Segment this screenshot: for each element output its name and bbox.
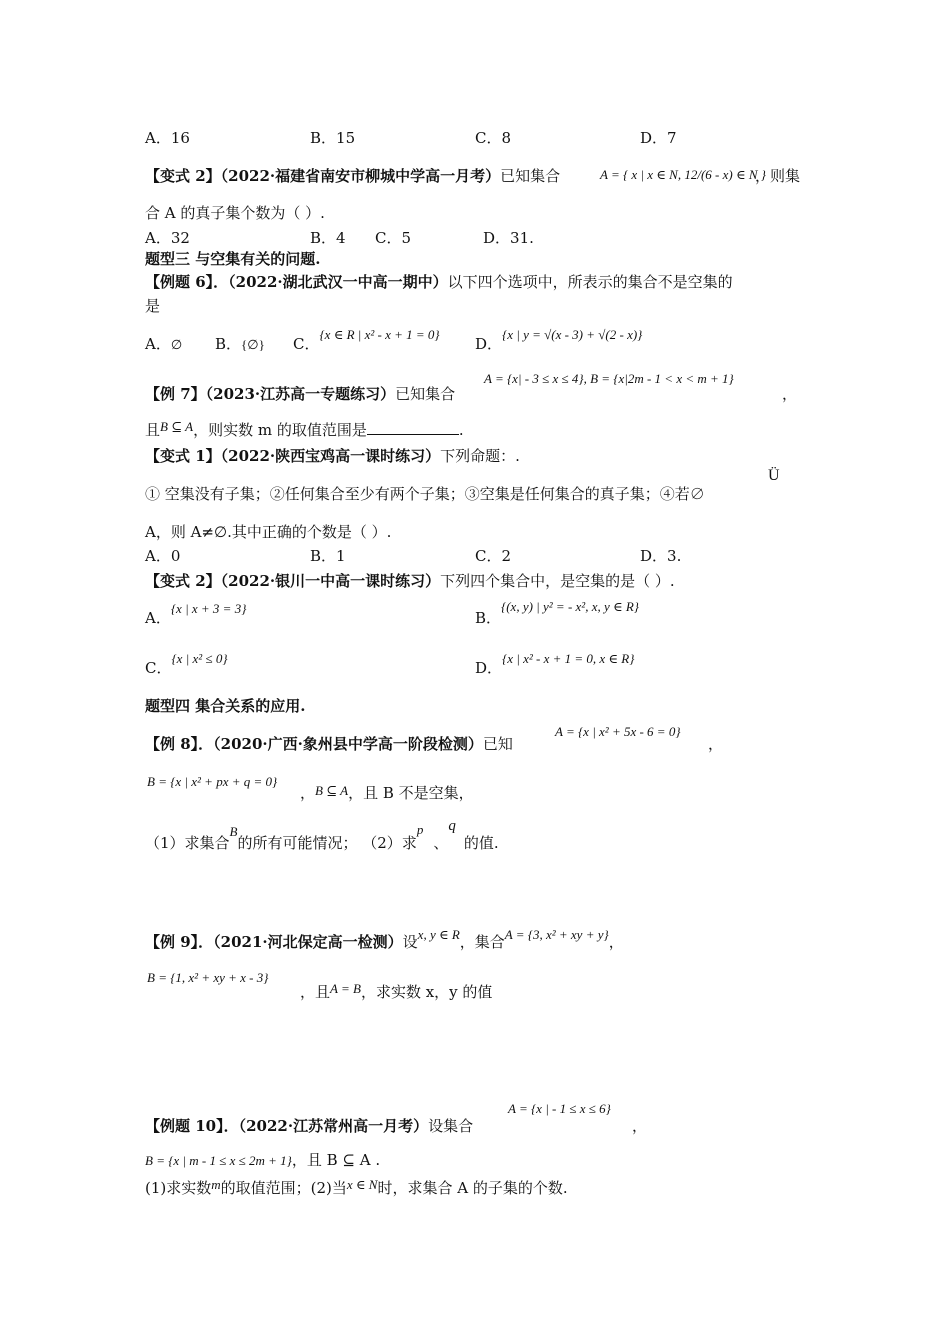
question-tag: 【例题 10】． — [145, 1117, 239, 1135]
example8-stem: 【例 8】．（2020·广西·象州县中学高一阶段检测）已知 — [145, 735, 513, 753]
subset-formula: B ⊆ A — [315, 783, 349, 798]
option-b: B．1 — [310, 547, 346, 565]
variant1-stem-line3: A，则 A≠∅.其中正确的个数是（ ）. — [145, 523, 392, 541]
option-d: D．{x | y = √(x - 3) + √(2 - x)} — [475, 327, 643, 353]
domain-formula: x, y ∈ R — [417, 927, 460, 942]
example9-stem: 【例 9】．（2021·河北保定高一检测）设x, y ∈ R，集合A = {3, x² + xy + y}， — [145, 927, 624, 951]
option-a: A．16 — [145, 129, 190, 147]
variant2-fujian-stem: 【变式 2】（2022·福建省南安市柳城中学高一月考）已知集合 — [145, 167, 561, 185]
option-d: D．3. — [640, 547, 682, 565]
question-source: （2022·福建省南安市柳城中学高一月考） — [220, 167, 501, 185]
example7-stem: 【例 7】（2023·江苏高一专题练习）已知集合 — [145, 385, 456, 403]
answer-blank[interactable] — [367, 420, 459, 435]
set-b-formula: B = {1, x² + xy + x - 3} — [147, 970, 269, 985]
option-b-formula: {∅} — [241, 337, 265, 352]
variant2-fujian-stem-line2: 合 A 的真子集个数为（ ）. — [145, 204, 325, 222]
example10-questions: (1)求实数m的取值范围；(2)当x ∈ N时，求集合 A 的子集的个数. — [145, 1177, 568, 1197]
option-a: A．32 — [145, 229, 190, 247]
question-source: （2022·湖北武汉一中高一期中） — [228, 273, 448, 291]
question-tag: 【例 7】 — [145, 385, 206, 403]
set-b-formula: B = {x | m - 1 ≤ x ≤ 2m + 1} — [145, 1153, 292, 1168]
option-d: D．{x | x² - x + 1 = 0, x ∈ R} — [475, 651, 635, 677]
option-c: C．{x ∈ R | x² - x + 1 = 0} — [293, 327, 440, 353]
question-source: （2022·江苏常州高一月考） — [238, 1117, 429, 1135]
option-a: A．0 — [145, 547, 181, 565]
option-d-formula: {x | x² - x + 1 = 0, x ∈ R} — [502, 651, 635, 666]
subset-formula: B ⊆ A — [160, 419, 194, 434]
example10-stem-line2: B = {x | m - 1 ≤ x ≤ 2m + 1}，且 B ⊆ A . — [145, 1151, 381, 1169]
option-b: B．15 — [310, 129, 356, 147]
option-b: B．4 — [310, 229, 346, 247]
option-d-formula: {x | y = √(x - 3) + √(2 - x)} — [502, 327, 643, 342]
option-a: A．{x | x + 3 = 3} — [145, 601, 247, 627]
option-a-formula: ∅ — [170, 337, 183, 352]
question-tag: 【例 9】． — [145, 933, 214, 951]
option-c-formula: {x | x² ≤ 0} — [171, 651, 228, 666]
option-d: D．7 — [640, 129, 677, 147]
option-a-formula: {x | x + 3 = 3} — [170, 601, 247, 616]
question-tag: 【变式 1】 — [145, 447, 221, 465]
option-d: D．31. — [483, 229, 534, 247]
question-source: （2023·江苏高一专题练习） — [205, 385, 396, 403]
section-title: 题型三 与空集有关的问题. — [145, 250, 321, 268]
question-source: （2020·广西·象州县中学高一阶段检测） — [213, 735, 483, 753]
option-a: A．∅ — [145, 335, 183, 353]
example10-stem: 【例题 10】．（2022·江苏常州高一月考）设集合 — [145, 1117, 474, 1135]
question-source: （2022·陕西宝鸡高一课时练习） — [220, 447, 441, 465]
option-c-formula: {x ∈ R | x² - x + 1 = 0} — [319, 327, 440, 342]
proper-subset-symbol: Ü — [768, 467, 780, 484]
option-c: C．{x | x² ≤ 0} — [145, 651, 228, 677]
variant1-propositions: ① 空集没有子集；②任何集合至少有两个子集；③空集是任何集合的真子集；④若∅ — [145, 485, 705, 503]
section-title: 题型四 集合关系的应用. — [145, 697, 306, 715]
question-tag: 【例题 6】． — [145, 273, 229, 291]
option-b-formula: {(x, y) | y² = - x², x, y ∈ R} — [501, 599, 639, 614]
question-tag: 【例 8】． — [145, 735, 214, 753]
equality-formula: A = B — [330, 981, 361, 996]
set-b-formula: B = {x | x² + px + q = 0} — [147, 774, 278, 789]
set-a-formula: A = {x | - 1 ≤ x ≤ 6} — [508, 1101, 611, 1116]
option-b: B．{∅} — [215, 335, 265, 353]
option-c: C．2 — [475, 547, 512, 565]
example8-questions: （1）求集合B的所有可能情况； （2）求p、q的值. — [145, 818, 499, 852]
question-tag: 【变式 2】 — [145, 167, 221, 185]
set-a-formula: A = {3, x² + xy + y} — [504, 927, 609, 942]
set-formula: A = { x | x ∈ N, 12/(6 - x) ∈ N } — [600, 167, 766, 182]
variant1-stem: 【变式 1】（2022·陕西宝鸡高一课时练习）下列命题：. — [145, 447, 520, 465]
example7-stem-line2: 且B ⊆ A，则实数 m 的取值范围是 . — [145, 419, 464, 439]
option-c: C．8 — [475, 129, 512, 147]
set-a-formula: A = {x | x² + 5x - 6 = 0} — [555, 724, 681, 739]
option-c: C．5 — [375, 229, 412, 247]
question-tag: 【变式 2】 — [145, 572, 221, 590]
question-source: （2021·河北保定高一检测） — [213, 933, 403, 951]
set-formula: A = {x| - 3 ≤ x ≤ 4}, B = {x|2m - 1 < x < m + 1} — [484, 371, 734, 386]
example6-stem: 【例题 6】．（2022·湖北武汉一中高一期中）以下四个选项中，所表示的集合不是空集的 — [145, 273, 733, 291]
question-source: （2022·银川一中高一课时练习） — [220, 572, 441, 590]
variant2-yinchuan-stem: 【变式 2】（2022·银川一中高一课时练习）下列四个集合中，是空集的是（ ）. — [145, 572, 675, 590]
option-b: B．{(x, y) | y² = - x², x, y ∈ R} — [475, 599, 639, 627]
